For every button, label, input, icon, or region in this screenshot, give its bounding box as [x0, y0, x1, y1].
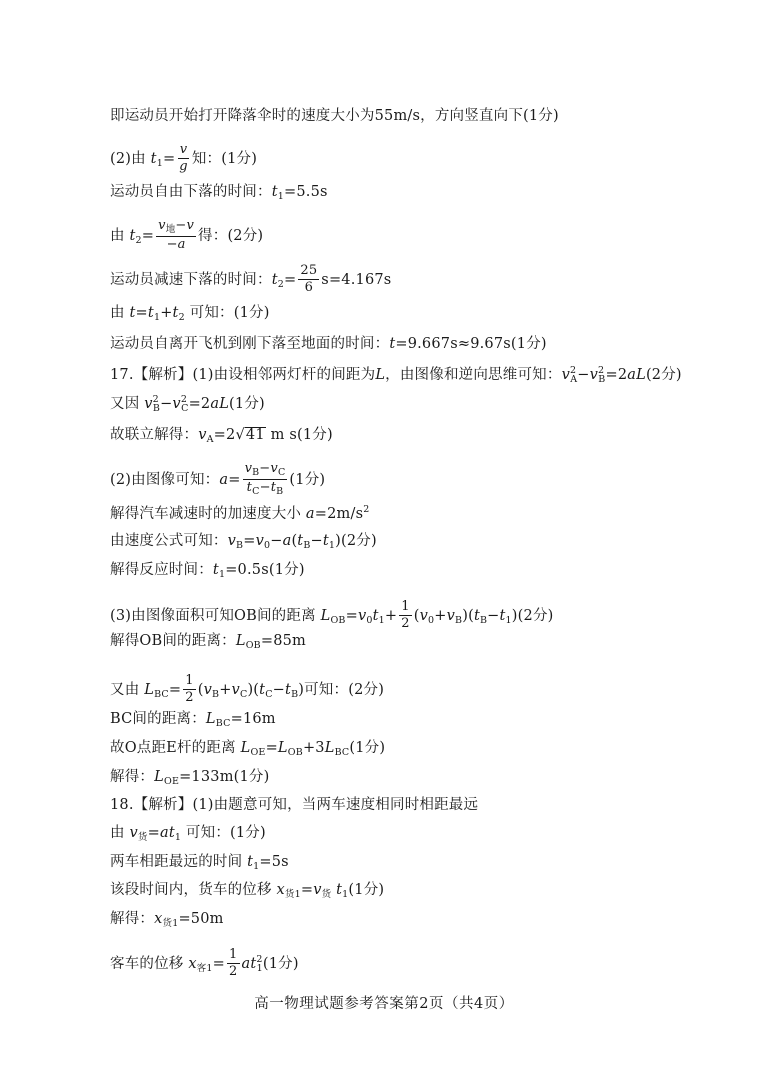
answer-line: 又因 $v^2_B-v^2_C=2aL(1$分) [110, 394, 265, 414]
fraction: $\frac{25}{6}$ [300, 263, 318, 296]
answer-line: 由 $t_2=$ $\frac{v_地-v}{-a}$ 得：(2分) [110, 218, 264, 253]
answer-line: 解得OB间的距离：$L_{OB}=85m$ [110, 633, 307, 651]
answer-line: 运动员自离开飞机到刚下落至地面的时间：t=9.667s≈9.67s(1分) [110, 336, 547, 352]
answer-line: 客车的位移 $x_{客1}=$ $\frac{1}{2}$ $at^2_1(1$分) [110, 947, 299, 980]
answer-line: (3)由图像面积可知OB间的距离 $L_{OB}=v_0t_1+$ $\frac{1}{2}$ $(v_0+v_B)(t_B-t_1)(2$分) [110, 599, 554, 632]
fraction: $\frac{v_地-v}{-a}$ [158, 218, 195, 253]
fraction: $\frac{1}{2}$ [229, 947, 238, 980]
answer-line: 18.【解析】(1)由题意可知，当两车速度相同时相距最远 [110, 797, 479, 813]
fraction: $\frac{v_B-v_C}{t_C-t_B}$ [244, 461, 286, 498]
answer-line: 运动员减速下落的时间：$t_2=$ $\frac{25}{6}$ s=4.167s [110, 263, 392, 296]
answer-line: 17.【解析】(1)由设相邻两灯杆的间距为L，由图像和逆向思维可知：$v^2_A-v^2_B=2aL(2$分) [110, 365, 682, 385]
answer-line: 两车相距最远的时间 $t_1=5s$ [110, 854, 289, 872]
answer-line: 解得汽车减速时的加速度大小 $a=2m/s^2$ [110, 504, 370, 522]
answer-line: (2)由 $t_1=$ $\frac{v}{g}$ 知：(1分) [110, 142, 258, 175]
answer-line: 解得：$x_{货1}=50m$ [110, 911, 224, 929]
fraction: $\frac{1}{2}$ [185, 673, 194, 706]
answer-line: 运动员自由下落的时间：$t_1=5.5s$ [110, 184, 328, 202]
page-footer: 高一物理试题参考答案第2页（共4页） [254, 996, 514, 1012]
fraction: $\frac{v}{g}$ [179, 142, 188, 175]
answer-line: 解得反应时间：$t_1=0.5s(1$分) [110, 562, 305, 580]
answer-line: 由 $v_货=at_1$ 可知：(1分) [110, 825, 266, 843]
answer-line: 故联立解得：$v_A=2√41$ m s(1分) [110, 427, 333, 445]
answer-line: 由 $t=t_1+t_2$ 可知：(1分) [110, 305, 270, 323]
answer-line: 故O点距E杆的距离 $L_{OE}=L_{OB}+3L_{BC}(1$分) [110, 740, 386, 758]
answer-line: 解得：$L_{OE}=133m(1$分) [110, 769, 270, 787]
answer-line: 由速度公式可知：$v_B=v_0-a(t_B-t_1)(2$分) [110, 533, 377, 551]
answer-line: (2)由图像可知：a= $\frac{v_B-v_C}{t_C-t_B}$ (1分) [110, 461, 326, 498]
answer-line: 该段时间内，货车的位移 $x_{货1}=v_货$ $t_1(1$分) [110, 882, 385, 900]
answer-line: 又由 $L_{BC}=$ $\frac{1}{2}$ $(v_B+v_C)(t_C-t_B)$可知：(2分) [110, 673, 385, 706]
answer-line: 即运动员开始打开降落伞时的速度大小为55m/s，方向竖直向下(1分) [110, 108, 559, 124]
fraction: $\frac{1}{2}$ [401, 599, 410, 632]
answer-line: BC间的距离：$L_{BC}=16m$ [110, 711, 276, 729]
